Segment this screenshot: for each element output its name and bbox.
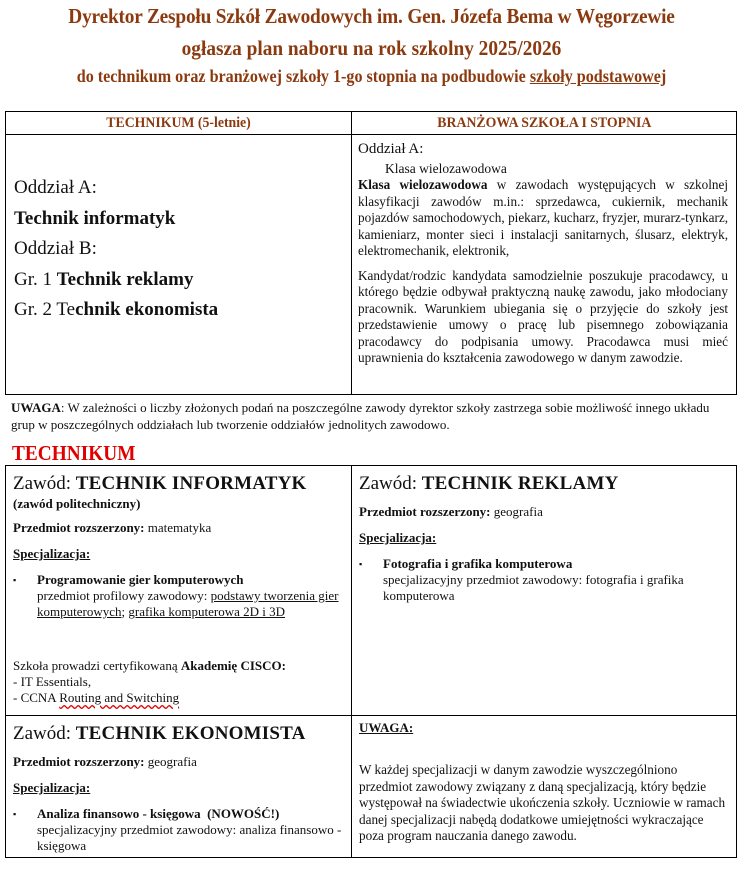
note-specjalizacja-label: UWAGA:: [359, 720, 414, 735]
note-uwaga-label: UWAGA: [11, 400, 61, 415]
announcement-title: Dyrektor Zespołu Szkół Zawodowych im. Gen. Józefa Bema w Węgorzewie: [68, 4, 675, 28]
branzowa-candidate-info: Kandydat/rodzic kandydata samodzielnie poszukuje pracodawcy, u którego będzie odbywał praktyczną naukę zawodu, jako młodociany pracownik. Warunkiem ubiegania się o przyjęcie do szkoły jest przedstawienie umowy o pracę lub pisemnego zobowiązania pracodawcy do podpisania umowy. Pracodawca musi mieć uprawnienia do kształcenia zawodowego w danym zawodzie.: [358, 267, 728, 365]
przedmiot-rozszerzony: [13, 520, 343, 536]
specjalizacja-item: [13, 806, 343, 854]
group-1-prefix: Gr. 1: [14, 268, 57, 290]
przedmiot-value: geografia: [490, 504, 543, 519]
branzowa-classes-cell: [352, 135, 737, 395]
note-uwaga-text: : W zależności o liczby złożonych podań na poszczególne zawody dyrektor szkoły zastrzega sobie możliwość innego układu grup w poszczególnych oddziałach lub tworzenie oddziałów jednolitych zawodowo.: [11, 400, 710, 432]
scope-text: do technikum oraz branżowej szkoły 1-go stopnia na podbudowie: [76, 66, 530, 86]
zawod-name: TECHNIK REKLAMY: [421, 473, 619, 494]
zawod-label: Zawód:: [359, 473, 422, 494]
spec-name: Programowanie gier komputerowych: [37, 572, 244, 587]
zawod-title: [13, 472, 343, 496]
card-technik-ekonomista: [6, 716, 352, 858]
zawod-label: Zawód:: [13, 723, 76, 744]
zawod-name: TECHNIK INFORMATYK: [75, 473, 307, 494]
cisco-item-2-flagged: Routing and Switching: [59, 690, 180, 705]
note-uwaga: [11, 399, 736, 433]
spec-desc-subject-1: podstawy tworzenia gier komputerowych: [37, 588, 339, 619]
przedmiot-value: geografia: [144, 754, 197, 769]
oddzial-a-label: Oddział A:: [14, 177, 97, 198]
spec-desc-subject-2: grafika komputerowa 2D i 3D: [128, 604, 286, 619]
zawod-name: TECHNIK EKONOMISTA: [75, 723, 306, 744]
note-specjalizacja: [352, 716, 737, 858]
announcement-scope: [30, 66, 714, 87]
specjalizacja-item: [13, 572, 343, 620]
spec-desc-prefix: przedmiot profilowy zawodowy:: [37, 588, 211, 603]
specjalizacja-label: Specjalizacja:: [359, 530, 437, 545]
technikum-table: [5, 465, 737, 858]
specjalizacja-label: Specjalizacja:: [13, 780, 91, 795]
card-technik-informatyk: [6, 466, 352, 716]
cisco-item-2: [13, 690, 343, 706]
cisco-item-2-prefix: - CCNA: [13, 690, 60, 705]
technikum-classes-cell: [6, 135, 352, 395]
zawod-title: [359, 472, 728, 496]
group-2: [14, 295, 351, 326]
przedmiot-value: matematyka: [144, 520, 212, 535]
oddzial-a-name: Technik informatyk: [14, 207, 176, 229]
announcement-subtitle: ogłasza plan naboru na rok szkolny 2025/2026: [181, 36, 562, 60]
group-2-name: chnik ekonomista: [75, 299, 219, 320]
spec-desc: specjalizacyjny przedmiot zawodowy: analiza finansowo - księgowa: [37, 822, 342, 853]
branzowa-oddzial-label: Oddział A:: [358, 141, 424, 157]
bullet-square-icon: ▪: [13, 575, 17, 585]
zawod-subtitle: (zawód politechniczny): [13, 496, 141, 511]
branzowa-description-bold: Klasa wielozawodowa: [358, 177, 488, 192]
specjalizacja-item: [359, 556, 728, 604]
zawod-title: [13, 722, 343, 746]
overview-table: [5, 111, 737, 395]
przedmiot-label: Przedmiot rozszerzony:: [13, 520, 145, 535]
column-header-branzowa: [352, 112, 737, 135]
cisco-academy: [13, 658, 343, 674]
technikum-heading: TECHNIKUM: [12, 441, 136, 465]
column-header-technikum: [6, 112, 352, 135]
cisco-bold: Akademię CISCO:: [180, 658, 286, 673]
przedmiot-rozszerzony: [13, 754, 343, 770]
group-1: [14, 265, 351, 296]
spec-name: Analiza finansowo - księgowa (NOWOŚĆ!): [37, 806, 280, 821]
przedmiot-rozszerzony: [359, 504, 728, 520]
group-1-name: Technik reklamy: [56, 268, 194, 290]
bullet-square-icon: ▪: [359, 559, 363, 569]
scope-underlined: szkoły podstawowej: [529, 66, 667, 86]
zawod-label: Zawód:: [13, 473, 76, 494]
bullet-square-icon: ▪: [13, 809, 17, 819]
cisco-prefix: Szkoła prowadzi certyfikowaną: [13, 658, 181, 673]
column-header-branzowa-label: BRANŻOWA SZKOŁA I STOPNIA: [436, 114, 652, 131]
branzowa-description-text: w zawodach występujących w szkolnej klasyfikacji zawodów m.in.: sprzedawca, cukiernik, mechanik pojazdów samochodowych, piekarz, kucharz, fryzjer, murarz-tynkarz, kamieniarz, monter sieci i instalacji sanitarnych, ślusarz, elektryk, elektromechanik, elektronik,: [358, 177, 729, 258]
group-2-prefix: Gr. 2 Te: [14, 299, 76, 320]
column-header-technikum-label: TECHNIKUM (5-letnie): [106, 114, 251, 131]
spec-name: Fotografia i grafika komputerowa: [383, 556, 573, 571]
specjalizacja-label: Specjalizacja:: [13, 546, 91, 561]
spec-desc-separator: ;: [121, 604, 129, 619]
spec-desc: specjalizacyjny przedmiot zawodowy: fotografia i grafika komputerowa: [383, 572, 684, 603]
branzowa-description: [358, 177, 728, 260]
przedmiot-label: Przedmiot rozszerzony:: [359, 504, 491, 519]
card-technik-reklamy: [352, 466, 737, 716]
przedmiot-label: Przedmiot rozszerzony:: [13, 754, 145, 769]
note-specjalizacja-text: W każdej specjalizacji w danym zawodzie wyszczególniono przedmiot zawodowy związany z daną specjalizacją, który będzie występował na świadectwie ukończenia szkoły. Uczniowie w ramach danej specjalizacji nabędą dodatkowe umiejętności wykraczające poza program nauczania danego zawodu.: [359, 762, 726, 843]
branzowa-klasa: Klasa wielozawodowa: [385, 160, 507, 176]
cisco-item-1: - IT Essentials,: [13, 674, 92, 689]
oddzial-b-label: Oddział B:: [14, 238, 97, 259]
